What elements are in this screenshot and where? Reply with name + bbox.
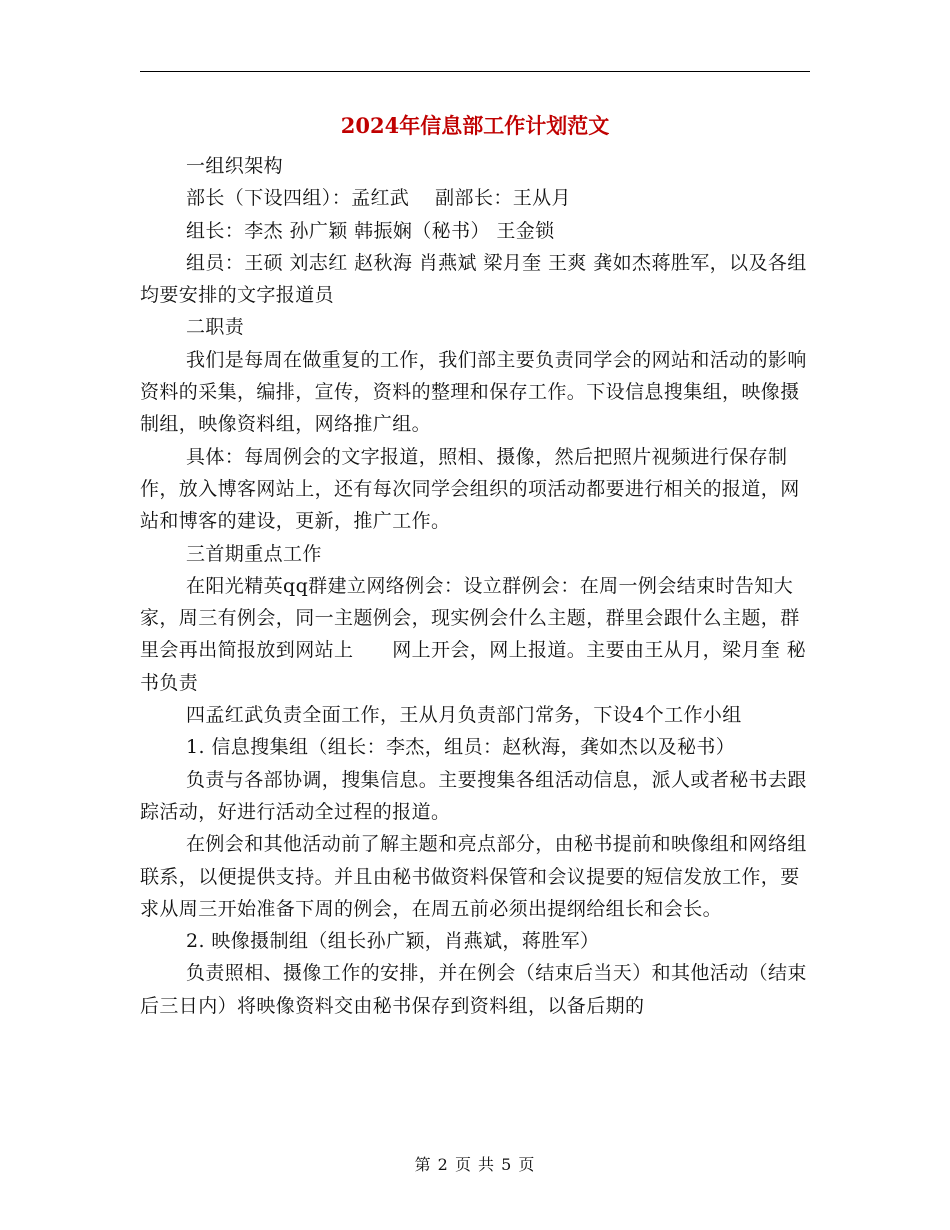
paragraph: 具体：每周例会的文字报道，照相、摄像，然后把照片视频进行保存制作，放入博客网站上，还有每次同学会组织的项活动都要进行相关的报道，网站和博客的建设，更新，推广工作。 [140,445,800,533]
paragraph: 负责照相、摄像工作的安排，并在例会（结束后当天）和其他活动（结束后三日内）将映像资料交由秘书保存到资料组，以备后期的 [140,962,807,1017]
paragraph: 负责与各部协调，搜集信息。主要搜集各组活动信息，派人或者秘书去跟踪活动，好进行活动全过程的报道。 [140,768,807,823]
section-heading: 四孟红武负责全面工作，王从月负责部门常务，下设4个工作小组 [186,704,742,727]
paragraph: 组长：李杰 孙广颖 韩振娴（秘书） 王金锁 [186,219,555,242]
section-heading: 一组织架构 [186,155,284,177]
section-heading: 三首期重点工作 [186,542,322,565]
document-title: 2024年信息部工作计划范文 [340,113,610,138]
page-footer: 第 2 页 共 5 页 [414,1155,536,1174]
paragraph: 在例会和其他活动前了解主题和亮点部分，由秘书提前和映像组和网络组联系，以便提供支持。并且由秘书做资料保管和会议提要的短信发放工作，要求从周三开始准备下周的例会，在周五前必须出提纲给组长和会长。 [140,833,807,920]
paragraph: 部长（下设四组）：孟红武 副部长：王从月 [186,187,571,210]
header-rule [140,71,810,72]
document-body [140,150,808,1022]
subsection-heading: 1. 信息搜集组（组长：李杰，组员：赵秋海，龚如杰以及秘书） [186,736,736,759]
paragraph: 我们是每周在做重复的工作，我们部主要负责同学会的网站和活动的影响资料的采集，编排，宣传，资料的整理和保存工作。下设信息搜集组，映像摄制组，映像资料组，网络推广组。 [140,348,807,436]
paragraph: 组员：王硕 刘志红 赵秋海 肖燕斌 梁月奎 王爽 龚如杰蒋胜军，以及各组均要安排的文字报道员 [140,251,807,307]
section-heading: 二职责 [186,316,245,339]
subsection-heading: 2. 映像摄制组（组长孙广颖，肖燕斌，蒋胜军） [186,930,600,953]
paragraph: 在阳光精英qq群建立网络例会：设立群例会：在周一例会结束时告知大家，周三有例会，同一主题例会，现实例会什么主题，群里会跟什么主题，群里会再出简报放到网站上 网上开会，网上报道。主要由王从月，梁月奎 秘书负责 [140,574,807,694]
